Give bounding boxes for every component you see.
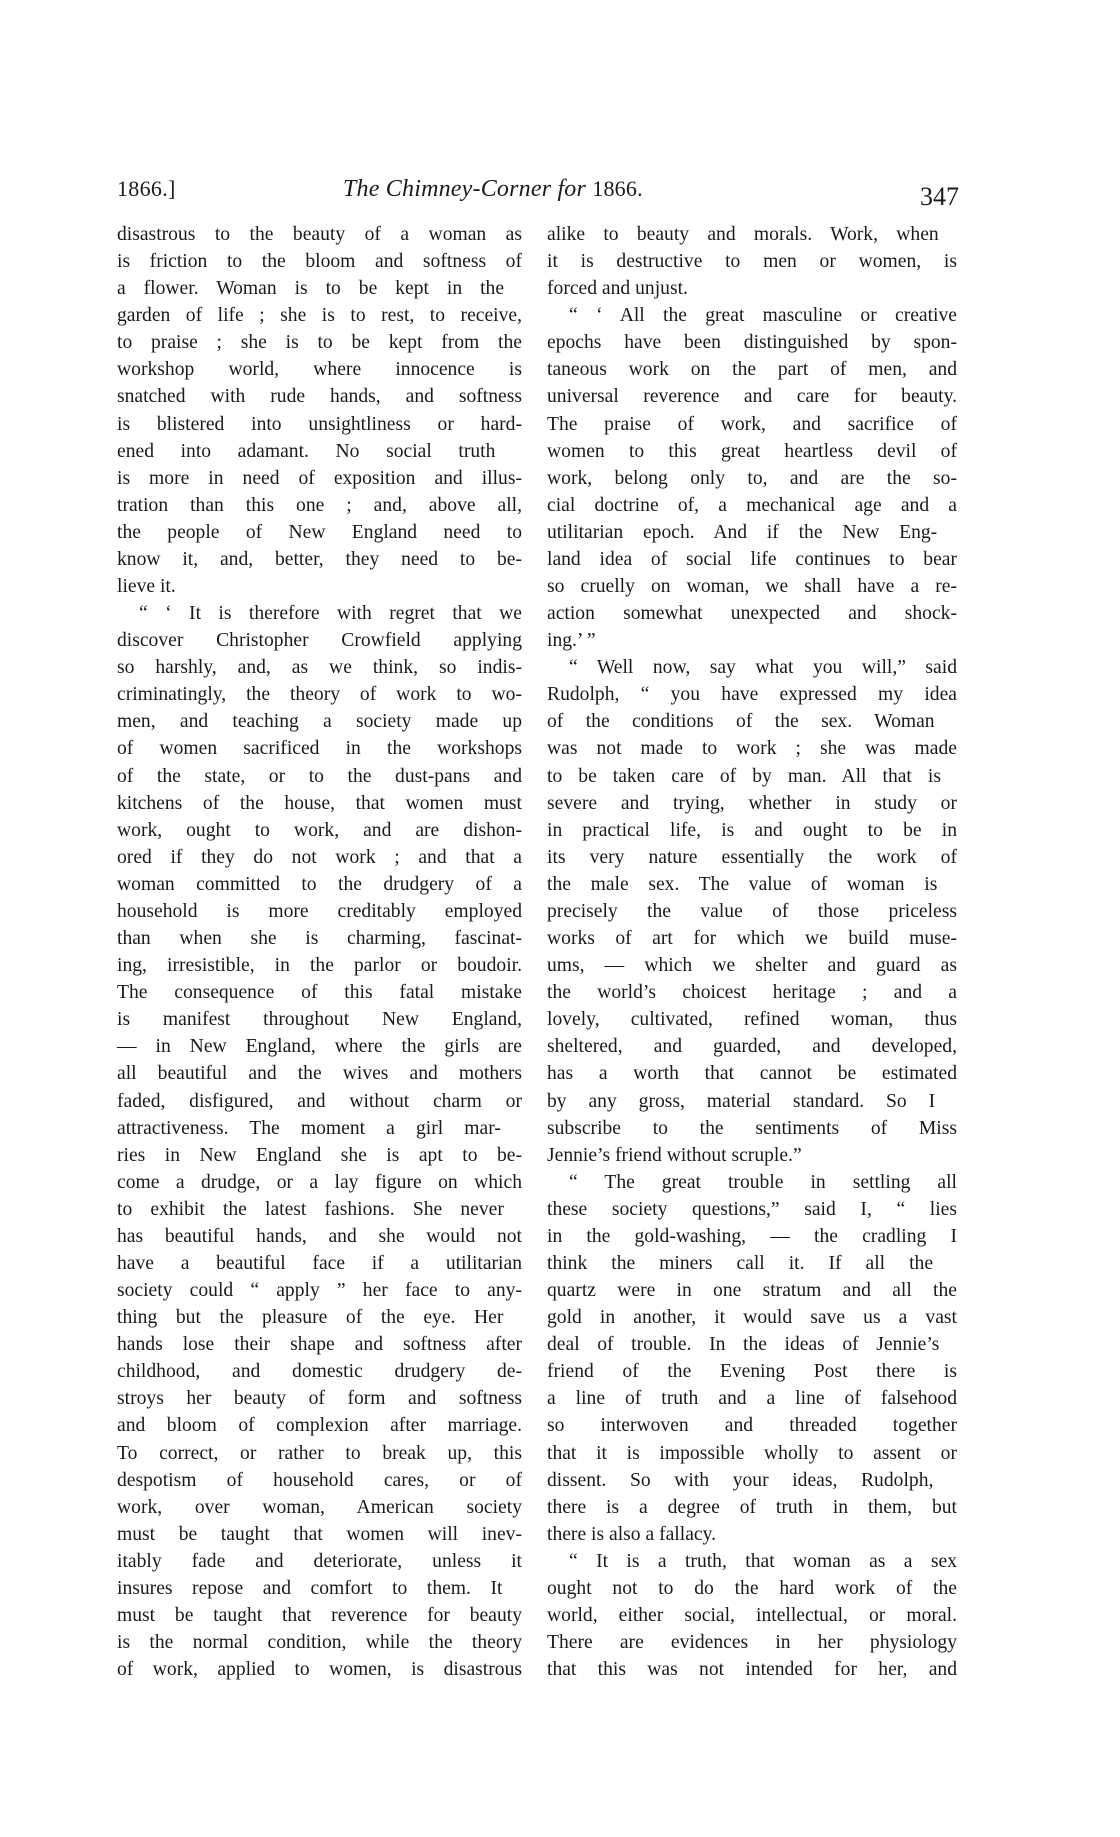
text-line: attractiveness. The moment a girl mar-	[117, 1117, 501, 1139]
text-line: know it, and, better, they need to be-	[117, 548, 522, 570]
text-line: snatched with rude hands, and softness	[117, 386, 522, 408]
text-line: “ The great trouble in settling all	[569, 1171, 957, 1193]
text-line: childhood, and domestic drudgery de-	[117, 1361, 522, 1383]
text-line: lovely, cultivated, refined woman, thus	[547, 1009, 957, 1031]
text-line: society could “ apply ” her face to any-	[117, 1280, 522, 1302]
text-line: of women sacrificed in the workshops	[117, 738, 522, 760]
page-number: 347	[920, 182, 959, 211]
text-line: epochs have been distinguished by spon-	[547, 332, 957, 354]
text-line: sheltered, and guarded, and developed,	[547, 1036, 957, 1058]
text-line: household is more creditably employed	[117, 900, 522, 922]
text-line: there is a degree of truth in them, but	[547, 1496, 957, 1518]
text-line: There are evidences in her physiology	[547, 1632, 957, 1654]
text-line: to be taken care of by man. All that is	[547, 765, 941, 787]
text-line: by any gross, material standard. So I	[547, 1090, 936, 1112]
text-line: of the conditions of the sex. Woman	[547, 711, 935, 733]
text-line: The consequence of this fatal mistake	[117, 982, 522, 1004]
text-line: subscribe to the sentiments of Miss	[547, 1117, 957, 1139]
text-line: ored if they do not work ; and that a	[117, 846, 522, 868]
text-line: has a worth that cannot be estimated	[547, 1063, 957, 1085]
text-line: ing.’ ”	[547, 630, 596, 652]
text-line: utilitarian epoch. And if the New Eng-	[547, 521, 938, 543]
text-line: there is also a fallacy.	[547, 1523, 717, 1545]
text-line: was not made to work ; she was made	[547, 738, 957, 760]
text-line: criminatingly, the theory of work to wo-	[117, 684, 522, 706]
running-head-title-text: The Chimney-Corner for	[343, 176, 593, 202]
text-line: these society questions,” said I, “ lies	[547, 1198, 957, 1220]
text-line: it is destructive to men or women, is	[547, 251, 957, 273]
text-line: think the miners call it. If all the	[547, 1252, 934, 1274]
text-line: the world’s choicest heritage ; and a	[547, 982, 957, 1004]
text-line: the people of New England need to	[117, 521, 522, 543]
text-line: disastrous to the beauty of a woman as	[117, 224, 522, 245]
text-line: has beautiful hands, and she would not	[117, 1225, 522, 1247]
text-line: insures repose and comfort to them. It	[117, 1577, 503, 1599]
text-line: To correct, or rather to break up, this	[117, 1442, 522, 1464]
text-line: friend of the Evening Post there is	[547, 1361, 957, 1383]
text-line: despotism of household cares, or of	[117, 1469, 522, 1491]
text-line: action somewhat unexpected and shock-	[547, 603, 957, 625]
text-line: itably fade and deteriorate, unless it	[117, 1550, 522, 1572]
text-line: kitchens of the house, that women must	[117, 792, 522, 814]
text-line: work, over woman, American society	[117, 1496, 522, 1518]
text-line: severe and trying, whether in study or	[547, 792, 957, 814]
text-line: must be taught that women will inev-	[117, 1523, 522, 1545]
running-head-year: 1866.]	[117, 176, 176, 201]
text-line: so harshly, and, as we think, so indis-	[117, 657, 522, 679]
text-line: garden of life ; she is to rest, to receive,	[117, 305, 522, 327]
text-line: work, ought to work, and are dishon-	[117, 819, 522, 841]
text-line: “ ‘ All the great masculine or creative	[569, 305, 957, 327]
text-line: thing but the pleasure of the eye. Her	[117, 1307, 504, 1329]
text-line: women to this great heartless devil of	[547, 440, 957, 462]
text-line: is more in need of exposition and illus-	[117, 467, 522, 489]
text-line: works of art for which we build muse-	[547, 928, 957, 950]
text-line: so cruelly on woman, we shall have a re-	[547, 576, 957, 598]
text-line: stroys her beauty of form and softness	[117, 1388, 522, 1410]
running-head-title-year: 1866.	[592, 176, 643, 201]
text-line: in practical life, is and ought to be in	[547, 819, 957, 841]
left-column	[117, 221, 522, 1683]
text-line: the male sex. The value of woman is	[547, 873, 938, 895]
text-line: is blistered into unsightliness or hard-	[117, 413, 522, 435]
text-line: hands lose their shape and softness after	[117, 1334, 522, 1356]
text-line: to exhibit the latest fashions. She never	[117, 1198, 504, 1220]
text-line: men, and teaching a society made up	[117, 711, 522, 733]
text-line: of the state, or to the dust-pans and	[117, 765, 522, 787]
text-line: ries in New England she is apt to be-	[117, 1144, 522, 1166]
text-line: The praise of work, and sacrifice of	[547, 413, 957, 435]
right-column	[547, 221, 957, 1683]
text-line: is the normal condition, while the theory	[117, 1632, 522, 1654]
text-line: precisely the value of those priceless	[547, 900, 957, 922]
text-line: must be taught that reverence for beauty	[117, 1604, 522, 1626]
running-head-title	[343, 176, 643, 203]
text-line: a flower. Woman is to be kept in the	[117, 278, 505, 300]
text-line: woman committed to the drudgery of a	[117, 873, 522, 895]
text-line: cial doctrine of, a mechanical age and a	[547, 494, 957, 516]
text-line: universal reverence and care for beauty.	[547, 386, 957, 408]
text-line: and bloom of complexion after marriage.	[117, 1415, 522, 1437]
text-line: ums, — which we shelter and guard as	[547, 955, 957, 977]
text-line: have a beautiful face if a utilitarian	[117, 1252, 522, 1274]
text-line: land idea of social life continues to bear	[547, 548, 957, 570]
text-line: that this was not intended for her, and	[547, 1659, 957, 1681]
text-line: workshop world, where innocence is	[117, 359, 522, 381]
text-line: a line of truth and a line of falsehood	[547, 1388, 957, 1410]
text-line: Jennie’s friend without scruple.”	[547, 1144, 802, 1166]
text-line: of work, applied to women, is disastrous	[117, 1659, 522, 1681]
text-line: taneous work on the part of men, and	[547, 359, 957, 381]
text-line: — in New England, where the girls are	[117, 1036, 522, 1058]
text-line: work, belong only to, and are the so-	[547, 467, 957, 489]
text-line: quartz were in one stratum and all the	[547, 1280, 957, 1302]
text-line: ing, irresistible, in the parlor or boudoir.	[117, 955, 522, 977]
text-line: gold in another, it would save us a vast	[547, 1307, 957, 1329]
text-line: “ It is a truth, that woman as a sex	[569, 1550, 957, 1572]
text-line: ought not to do the hard work of the	[547, 1577, 957, 1599]
text-line: dissent. So with your ideas, Rudolph,	[547, 1469, 934, 1491]
text-line: come a drudge, or a lay figure on which	[117, 1171, 522, 1193]
text-line: discover Christopher Crowfield applying	[117, 630, 522, 652]
text-line: ened into adamant. No social truth	[117, 440, 496, 462]
text-line: lieve it.	[117, 576, 176, 598]
text-line: “ Well now, say what you will,” said	[569, 657, 957, 679]
text-line: so interwoven and threaded together	[547, 1415, 957, 1437]
text-line: than when she is charming, fascinat-	[117, 928, 522, 950]
text-line: is manifest throughout New England,	[117, 1009, 522, 1031]
text-line: “ ‘ It is therefore with regret that we	[139, 603, 522, 625]
text-line: is friction to the bloom and softness of	[117, 251, 522, 273]
text-line: that it is impossible wholly to assent or	[547, 1442, 957, 1464]
text-line: faded, disfigured, and without charm or	[117, 1090, 522, 1112]
text-line: all beautiful and the wives and mothers	[117, 1063, 522, 1085]
text-line: forced and unjust.	[547, 278, 688, 300]
text-line: alike to beauty and morals. Work, when	[547, 224, 939, 245]
text-line: deal of trouble. In the ideas of Jennie’s	[547, 1334, 940, 1356]
text-line: its very nature essentially the work of	[547, 846, 957, 868]
text-line: tration than this one ; and, above all,	[117, 494, 522, 516]
text-line: in the gold-washing, — the cradling I	[547, 1225, 957, 1247]
text-line: to praise ; she is to be kept from the	[117, 332, 522, 354]
text-line: Rudolph, “ you have expressed my idea	[547, 684, 957, 706]
running-head	[117, 176, 959, 210]
text-line: world, either social, intellectual, or moral.	[547, 1604, 957, 1626]
